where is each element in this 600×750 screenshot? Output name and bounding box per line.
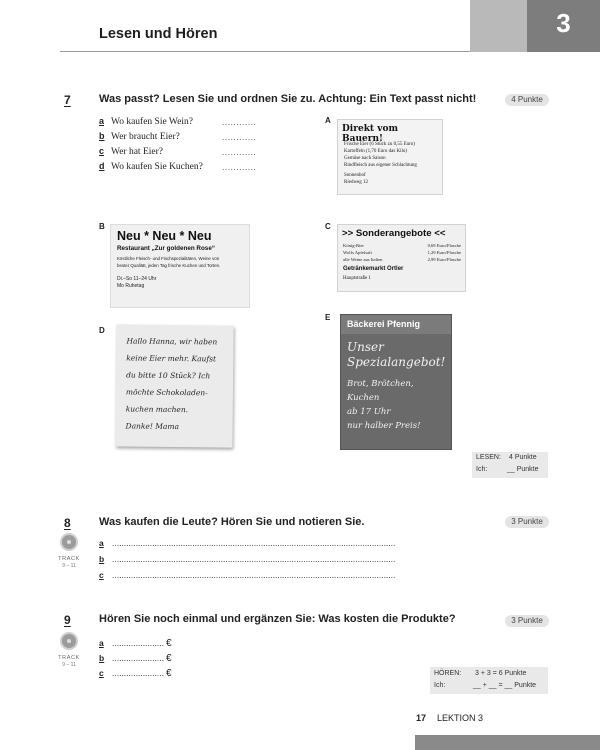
card-e-letter: E xyxy=(325,313,331,322)
audio-cd-icon[interactable] xyxy=(60,632,78,650)
card-d-line: Danke! Mama xyxy=(125,421,180,432)
task-7-item-d: d Wo kaufen Sie Kuchen? xyxy=(99,161,203,172)
card-d-line: kuchen machen. xyxy=(125,404,189,415)
answer-blank[interactable]: ............ xyxy=(222,132,257,142)
card-e-line: ab 17 Uhr xyxy=(347,407,391,417)
header-accent-box xyxy=(470,0,527,52)
score-label: HÖREN: xyxy=(434,670,462,677)
card-b-title: Neu * Neu * Neu xyxy=(117,229,212,243)
task-8-number: 8 xyxy=(64,516,71,530)
task-7-item-c: c Wer hat Eier? xyxy=(99,146,163,157)
card-a-title: Direkt vom Bauern! xyxy=(342,124,398,144)
task-8-line-a[interactable]: a ........................................................................................................................ xyxy=(99,538,396,548)
task-8-points-badge: 3 Punkte xyxy=(505,516,549,528)
card-b-line: Mo Ruhetag xyxy=(117,283,145,289)
task-9-line-c[interactable]: c ...................... € xyxy=(99,668,172,679)
card-c-shop: Getränkemarkt Ortler xyxy=(343,266,404,272)
card-d-line: du bitte 10 Stück? Ich xyxy=(126,370,211,381)
task-9-points-badge: 3 Punkte xyxy=(505,615,549,627)
task-7-number: 7 xyxy=(64,93,71,107)
card-d-line: keine Eier mehr. Kaufst xyxy=(126,353,217,364)
card-c-row: alle Weine aus Italien 2,99 Euro/Flasche xyxy=(343,257,461,262)
track-label: TRACK xyxy=(58,655,80,661)
card-a-letter: A xyxy=(325,116,331,125)
card-e-line: Brot, Brötchen, xyxy=(347,379,414,389)
task-9-question: Hören Sie noch einmal und ergänzen Sie: Was kosten die Produkte? xyxy=(99,613,456,625)
card-a-line: Sonnenhof xyxy=(344,173,366,178)
score-value: 3 + 3 = 6 Punkte xyxy=(475,670,527,677)
card-a-line: Frische Eier (6 Stück zu 0,55 Euro) xyxy=(344,142,415,147)
task-9-line-b[interactable]: b ...................... € xyxy=(99,653,172,664)
task-7-item-b: b Wer braucht Eier? xyxy=(99,131,180,142)
card-a-line: Gemüse nach Saison xyxy=(344,156,386,161)
score-input[interactable]: __ Punkte xyxy=(507,466,539,473)
task-8-line-c[interactable]: c ........................................................................................................................ xyxy=(99,570,396,580)
card-c-address: Hauptstraße 1 xyxy=(343,276,371,281)
task-8-line-b[interactable]: b ........................................................................................................................ xyxy=(99,554,396,564)
card-c-letter: C xyxy=(325,222,331,231)
answer-blank[interactable]: ............ xyxy=(222,117,257,127)
card-e-line: nur halber Preis! xyxy=(347,421,421,431)
track-label: TRACK xyxy=(58,556,80,562)
task-7-item-a: a Wo kaufen Sie Wein? xyxy=(99,116,193,127)
card-c-title: >> Sonderangebote << xyxy=(342,228,446,239)
lesson-label: LEKTION 3 xyxy=(437,713,484,723)
card-c-row: König-Bier 0,69 Euro/Flasche xyxy=(343,243,461,248)
score-label: Ich: xyxy=(434,682,446,689)
card-b-line: Di.–So 11–24 Uhr xyxy=(117,276,157,282)
header-divider xyxy=(60,51,470,52)
card-a-farm-ad xyxy=(337,119,443,195)
footer-bar xyxy=(415,735,600,750)
card-b-letter: B xyxy=(99,222,105,231)
score-input[interactable]: __ + __ = __ Punkte xyxy=(473,682,537,689)
task-8-question: Was kaufen die Leute? Hören Sie und notieren Sie. xyxy=(99,516,365,528)
page-number: 17 xyxy=(416,713,427,723)
card-d-line: möchte Schokoladen- xyxy=(125,387,208,398)
card-e-line: Spezialangebot! xyxy=(347,355,446,369)
card-a-line: Rindfleisch aus eigener Schlachtung xyxy=(344,163,417,168)
card-b-line: Köstliche Fleisch- und Fischspezialitäten, Weine von xyxy=(117,256,220,261)
card-b-restaurant-ad xyxy=(110,224,250,308)
task-9-number: 9 xyxy=(64,613,71,627)
reading-score-box xyxy=(472,452,548,478)
answer-blank[interactable]: ............ xyxy=(222,147,257,157)
card-a-line: Riedweg 12 xyxy=(344,180,369,185)
score-label: LESEN: xyxy=(476,454,501,461)
card-d-handwritten-note xyxy=(115,324,233,447)
score-label: Ich: xyxy=(476,466,488,473)
card-e-line: Kuchen xyxy=(347,393,380,403)
card-c-row: Wolfs Apfelsaft 1,29 Euro/Flasche xyxy=(343,250,461,255)
track-number: 9 – 11 xyxy=(62,662,76,668)
card-e-line: Unser xyxy=(347,340,384,354)
score-value: 4 Punkte xyxy=(509,454,537,461)
audio-cd-icon[interactable] xyxy=(60,533,78,551)
card-c-drinks-ad xyxy=(337,224,466,292)
answer-blank[interactable]: ............ xyxy=(222,162,257,172)
task-9-line-a[interactable]: a ...................... € xyxy=(99,638,172,649)
card-e-bakery-board xyxy=(340,314,452,450)
card-d-letter: D xyxy=(99,326,105,335)
card-d-line: Hallo Hanna, wir haben xyxy=(126,336,218,347)
card-a-line: Kartoffeln (1,70 Euro das Kilo) xyxy=(344,149,408,154)
chapter-number: 3 xyxy=(527,0,600,52)
card-b-subtitle: Restaurant „Zur goldenen Rose“ xyxy=(117,245,215,252)
listening-score-box xyxy=(430,667,548,694)
page-title: Lesen und Hören xyxy=(99,26,218,42)
task-7-points-badge: 4 Punkte xyxy=(505,94,549,106)
card-e-title: Bäckerei Pfennig xyxy=(341,315,451,334)
task-7-question: Was passt? Lesen Sie und ordnen Sie zu. Achtung: Ein Text passt nicht! xyxy=(99,93,477,105)
card-b-line: bester Qualität, jeden Tag frische Kuchen und Torten. xyxy=(117,263,221,268)
track-number: 9 – 11 xyxy=(62,563,76,569)
